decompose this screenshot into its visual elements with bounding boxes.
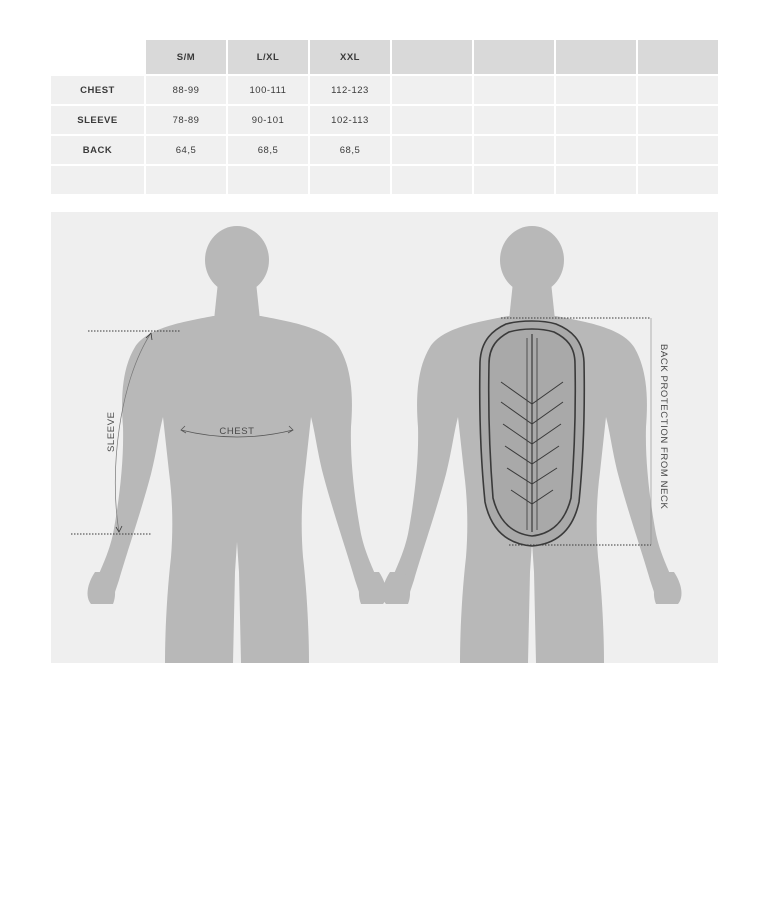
sleeve-label: SLEEVE: [106, 411, 117, 452]
table-cell: [146, 166, 228, 196]
row-label: BACK: [51, 136, 146, 166]
table-cell: 88-99: [146, 76, 228, 106]
table-cell: 64,5: [146, 136, 228, 166]
back-protector: [480, 321, 585, 546]
header-cell: S/M: [146, 40, 228, 76]
table-cell: [638, 166, 720, 196]
header-cell: [474, 40, 556, 76]
table-row-back: [51, 136, 720, 166]
table-cell: 100-111: [228, 76, 310, 106]
table-row-sleeve: [51, 106, 720, 136]
chest-label: CHEST: [219, 426, 255, 437]
table-cell: [638, 76, 720, 106]
header-cell: [392, 40, 474, 76]
body-illustration: [51, 212, 718, 663]
table-cell: 90-101: [228, 106, 310, 136]
table-cell: [474, 136, 556, 166]
table-cell: [556, 76, 638, 106]
table-cell: [638, 136, 720, 166]
table-cell: 68,5: [310, 136, 392, 166]
header-cell: XXL: [310, 40, 392, 76]
header-cell: L/XL: [228, 40, 310, 76]
table-cell: [474, 166, 556, 196]
table-cell: [638, 106, 720, 136]
row-label: CHEST: [51, 76, 146, 106]
table-cell: [556, 166, 638, 196]
row-label: [51, 166, 146, 196]
table-cell: [556, 106, 638, 136]
table-row-chest: [51, 76, 720, 106]
table-header-row: [51, 40, 720, 76]
header-cell: [556, 40, 638, 76]
size-table: [51, 40, 720, 196]
measurement-diagram: [51, 212, 718, 663]
table-cell: [474, 76, 556, 106]
table-cell: [556, 136, 638, 166]
table-cell: [474, 106, 556, 136]
row-label: SLEEVE: [51, 106, 146, 136]
table-cell: [310, 166, 392, 196]
table-cell: [392, 136, 474, 166]
table-cell: 68,5: [228, 136, 310, 166]
table-cell: [228, 166, 310, 196]
front-silhouette: [88, 226, 387, 663]
back-protection-label: BACK PROTECTION FROM NECK: [658, 344, 669, 510]
table-cell: 112-123: [310, 76, 392, 106]
table-cell: [392, 106, 474, 136]
table-row-empty: [51, 166, 720, 196]
table-cell: 78-89: [146, 106, 228, 136]
table-cell: [392, 76, 474, 106]
table-cell: 102-113: [310, 106, 392, 136]
header-cell: [638, 40, 720, 76]
header-corner: [51, 40, 146, 76]
table-cell: [392, 166, 474, 196]
